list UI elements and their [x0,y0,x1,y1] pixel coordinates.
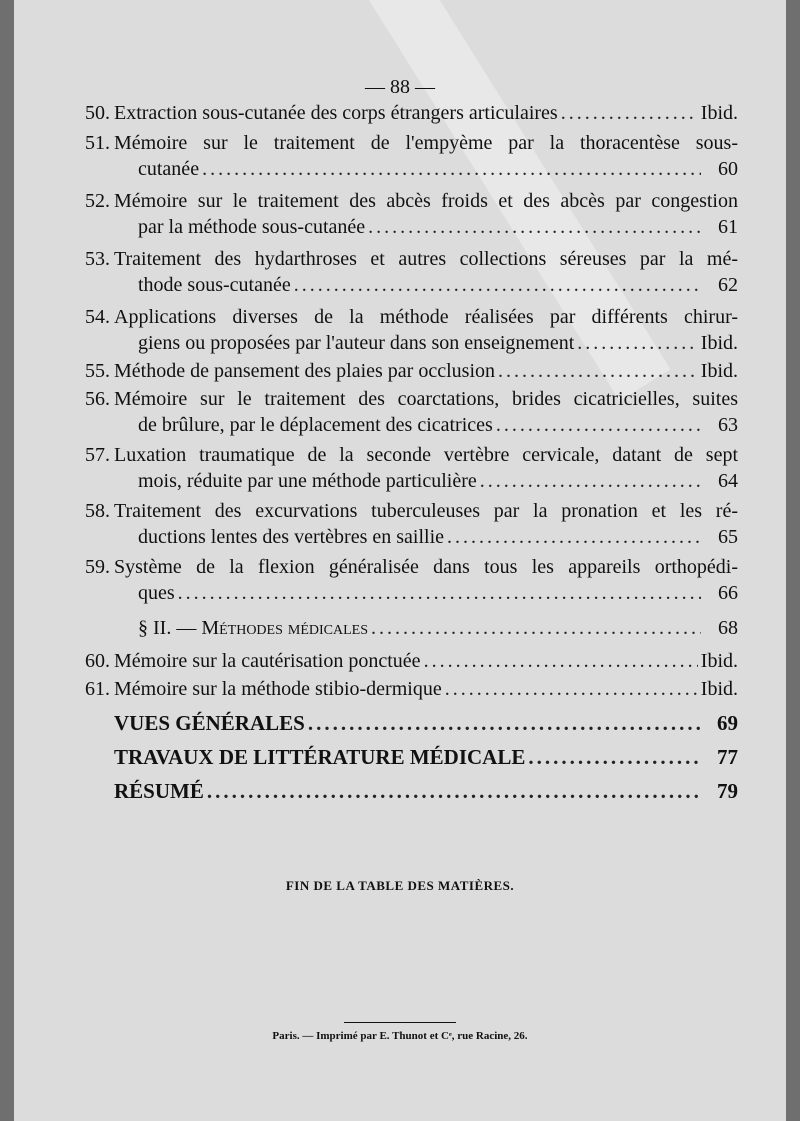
entry-number: 56. [85,388,110,410]
entry-number: 59. [85,556,110,578]
toc-entry [66,498,738,550]
entry-number: 51. [85,132,110,154]
entry-page: Ibid. [700,678,738,700]
section-title: Méthodes médicales [201,617,368,639]
entry-text: Luxation traumatique de la seconde vertèbre cervicale, datant de sept [114,444,738,466]
entry-page: 64 [718,470,738,492]
entry-page: 65 [718,526,738,548]
entry-number: 54. [85,306,110,328]
toc-entry [66,100,738,126]
entry-page: Ibid. [700,360,738,382]
entry-text: thode sous-cutanée [138,274,291,296]
entry-text: par la méthode sous-cutanée [138,216,366,238]
toc-entry [66,554,738,606]
entry-text: Extraction sous-cutanée des corps étrangers articulaires [114,102,558,124]
toc-entry [66,442,738,494]
entry-page: 61 [718,216,738,238]
entry-text: Mémoire sur le traitement des abcès froids et des abcès par congestion [114,190,738,212]
entry-text: Mémoire sur la cautérisation ponctuée [114,650,421,672]
entry-number: 53. [85,248,110,270]
page-number: — 88 — [365,76,435,98]
entry-text: Système de la flexion généralisée dans tous les appareils orthopédi- [114,556,738,578]
entry-text: de brûlure, par le déplacement des cicatrices [138,414,493,436]
entry-page: Ibid. [700,332,738,354]
major-section-page: 69 [717,711,738,735]
entry-text: ques [138,582,175,604]
entry-text: Traitement des hydarthroses et autres collections séreuses par la mé- [114,248,738,270]
entry-number: 60. [85,650,110,672]
entry-page: 60 [718,158,738,180]
divider [344,1022,456,1023]
entry-page: 63 [718,414,738,436]
entry-text: mois, réduite par une méthode particulière [138,470,477,492]
entry-page: Ibid. [700,650,738,672]
entry-text: cutanée [138,158,200,180]
entry-page: 66 [718,582,738,604]
major-section-title: VUES GÉNÉRALES [114,711,305,735]
major-section-title: RÉSUMÉ [114,779,204,803]
toc-entry [66,386,738,438]
major-section-page: 77 [717,745,738,769]
entry-text: Mémoire sur la méthode stibio-dermique [114,678,442,700]
entry-number: 52. [85,190,110,212]
entry-text: Mémoire sur le traitement de l'empyème par la thoracentèse sous- [114,132,738,154]
entry-number: 61. [85,678,110,700]
entry-text: giens ou proposées par l'auteur dans son enseignement [138,332,575,354]
entry-text: Méthode de pansement des plaies par occlusion [114,360,495,382]
entry-number: 50. [85,102,110,124]
toc-entry [66,676,738,702]
major-section [66,778,738,804]
end-note: FIN DE LA TABLE DES MATIÈRES. [285,878,515,893]
major-section [66,710,738,736]
entry-number: 55. [85,360,110,382]
toc-entry [66,304,738,356]
entry-number: 57. [85,444,110,466]
entry-text: ductions lentes des vertèbres en saillie [138,526,445,548]
toc-entry [66,246,738,298]
section-heading [66,615,738,641]
printer-imprint: Paris. — Imprimé par E. Thunot et Cᵉ, rue Racine, 26. [272,1030,528,1042]
entry-text: Mémoire sur le traitement des coarctations, brides cicatricielles, suites [114,388,738,410]
major-section-page: 79 [717,779,738,803]
entry-page: Ibid. [700,102,738,124]
entry-text: Traitement des excurvations tuberculeuses par la pronation et les ré- [114,500,738,522]
major-section-title: TRAVAUX DE LITTÉRATURE MÉDICALE [114,745,526,769]
entry-page: 62 [718,274,738,296]
toc-entry [66,648,738,674]
section-prefix: § II. — [138,617,197,639]
entry-text: Applications diverses de la méthode réalisées par différents chirur- [114,306,738,328]
major-section [66,744,738,770]
book-page [14,0,786,1121]
toc-entry [66,358,738,384]
toc-entry [66,188,738,240]
section-page: 68 [718,617,738,639]
entry-number: 58. [85,500,110,522]
toc-entry [66,130,738,182]
